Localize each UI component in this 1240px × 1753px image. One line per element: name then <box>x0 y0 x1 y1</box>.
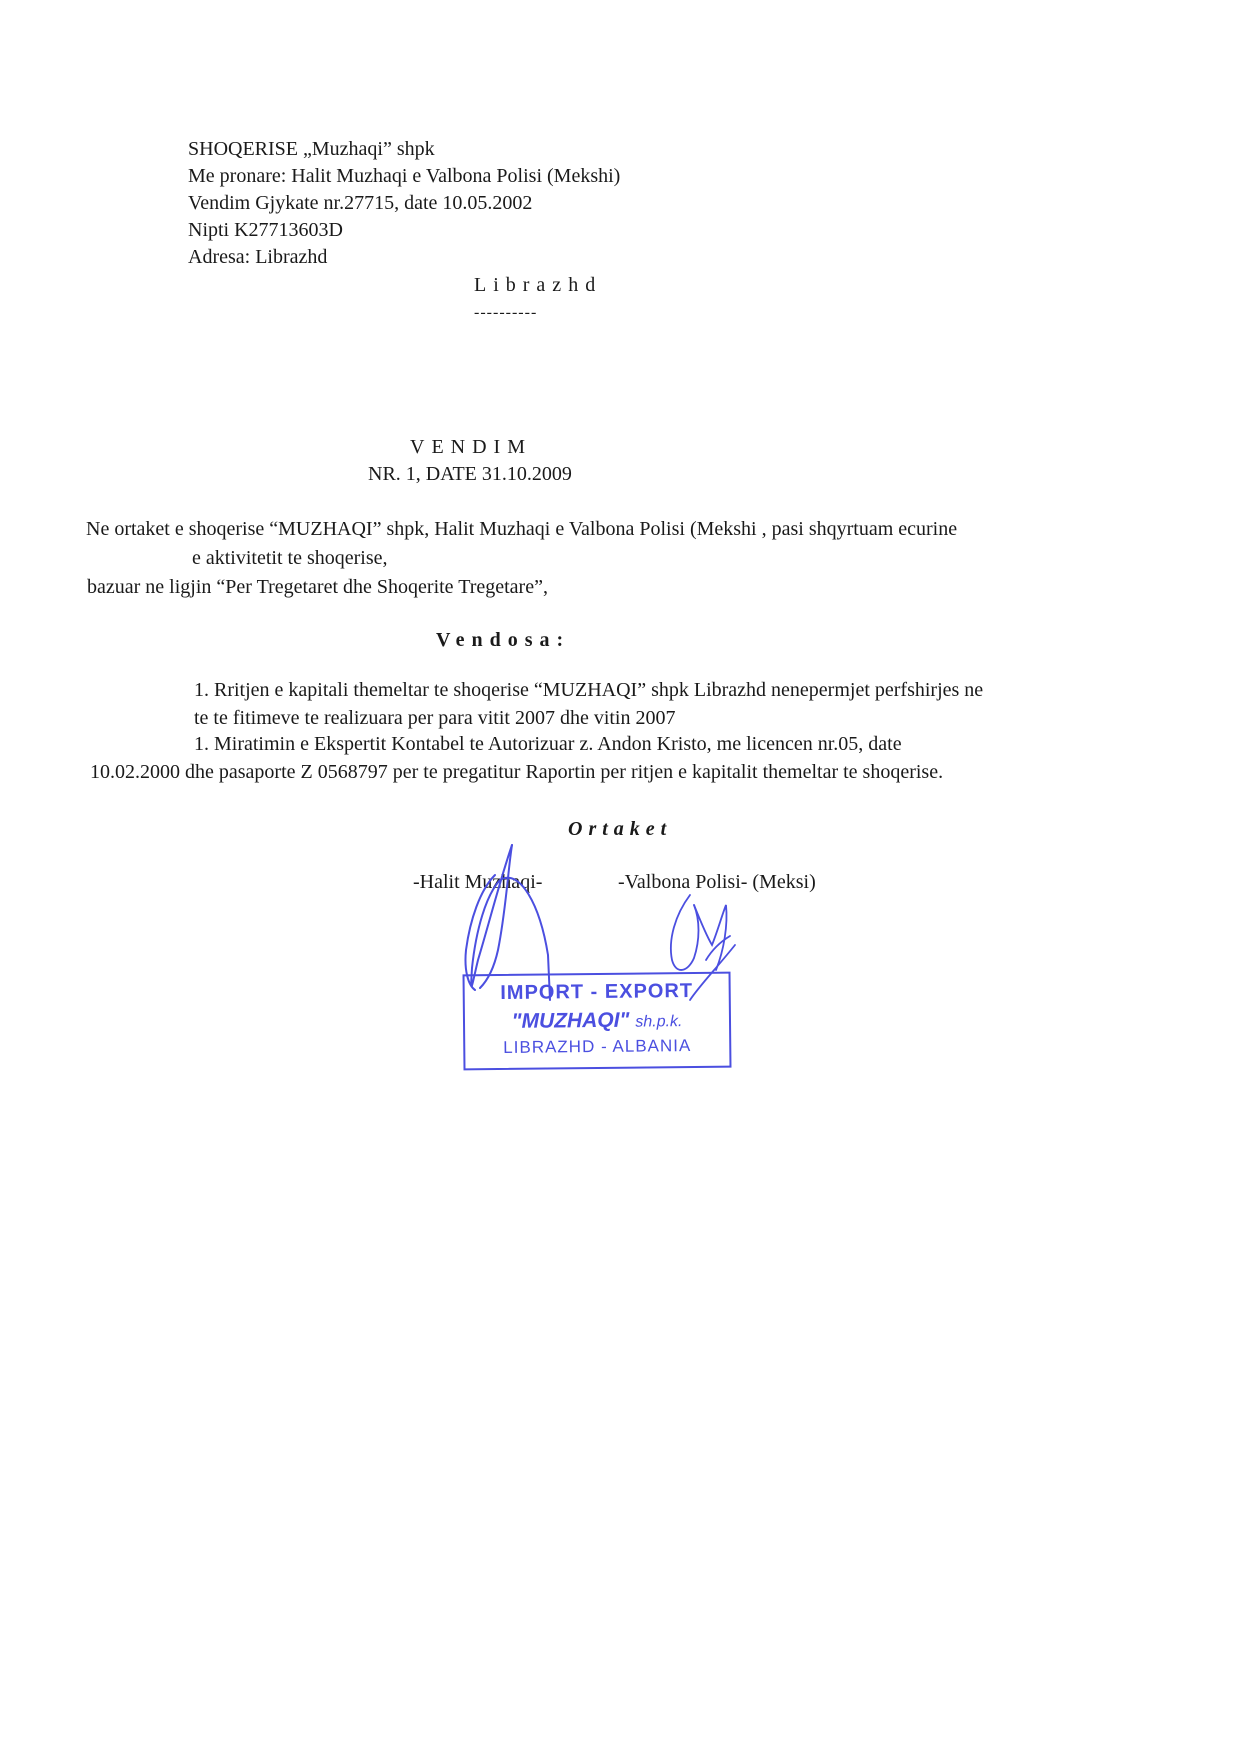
stamp-line-2 <box>465 1008 729 1035</box>
nipt-line: Nipti K27713603D <box>188 219 343 241</box>
owners-line: Me pronare: Halit Muzhaqi e Valbona Polisi (Mekshi) <box>188 165 621 187</box>
city-heading: Librazhd <box>474 274 603 296</box>
resolution-item-2-line-2: 10.02.2000 dhe pasaporte Z 0568797 per te pregatitur Raportin per ritjen e kapitalit themeltar te shoqerise. <box>90 761 944 783</box>
divider: ---------- <box>474 304 538 321</box>
stamp-company-suffix: sh.p.k. <box>635 1013 683 1031</box>
preamble-line-2: e aktivitetit te shoqerise, <box>192 547 388 569</box>
partner-2-name: -Valbona Polisi- (Meksi) <box>618 871 816 893</box>
preamble-line-3: bazuar ne ligjin “Per Tregetaret dhe Shoqerite Tregetare”, <box>87 576 548 598</box>
court-decision-line: Vendim Gjykate nr.27715, date 10.05.2002 <box>188 192 533 214</box>
decision-number-date: NR. 1, DATE 31.10.2009 <box>368 463 572 485</box>
stamp-company-name: "MUZHAQI" <box>511 1008 630 1033</box>
decision-title: VENDIM <box>410 436 532 458</box>
partner-1-name: -Halit Muzhaqi- <box>413 871 543 893</box>
resolution-item-2-line-1: 1. Miratimin e Ekspertit Kontabel te Autorizuar z. Andon Kristo, me licencen nr.05, date <box>194 733 902 755</box>
stamp-line-1: IMPORT - EXPORT <box>500 979 694 1005</box>
signatures-heading: Ortaket <box>568 818 673 840</box>
resolution-item-1-line-1: 1. Rritjen e kapitali themeltar te shoqerise “MUZHAQI” shpk Librazhd nenepermjet perfshirjes ne <box>194 679 984 701</box>
company-stamp <box>463 972 732 1071</box>
resolution-item-1-line-2: te te fitimeve te realizuara per para vitit 2007 dhe vitin 2007 <box>194 707 676 729</box>
company-name: SHOQERISE „Muzhaqi” shpk <box>188 138 435 160</box>
resolution-heading: Vendosa: <box>436 629 571 651</box>
stamp-line-3: LIBRAZHD - ALBANIA <box>503 1036 692 1057</box>
address-line: Adresa: Librazhd <box>188 246 328 268</box>
preamble-line-1: Ne ortaket e shoqerise “MUZHAQI” shpk, Halit Muzhaqi e Valbona Polisi (Mekshi , pasi shqyrtuam ecurine <box>86 518 958 540</box>
